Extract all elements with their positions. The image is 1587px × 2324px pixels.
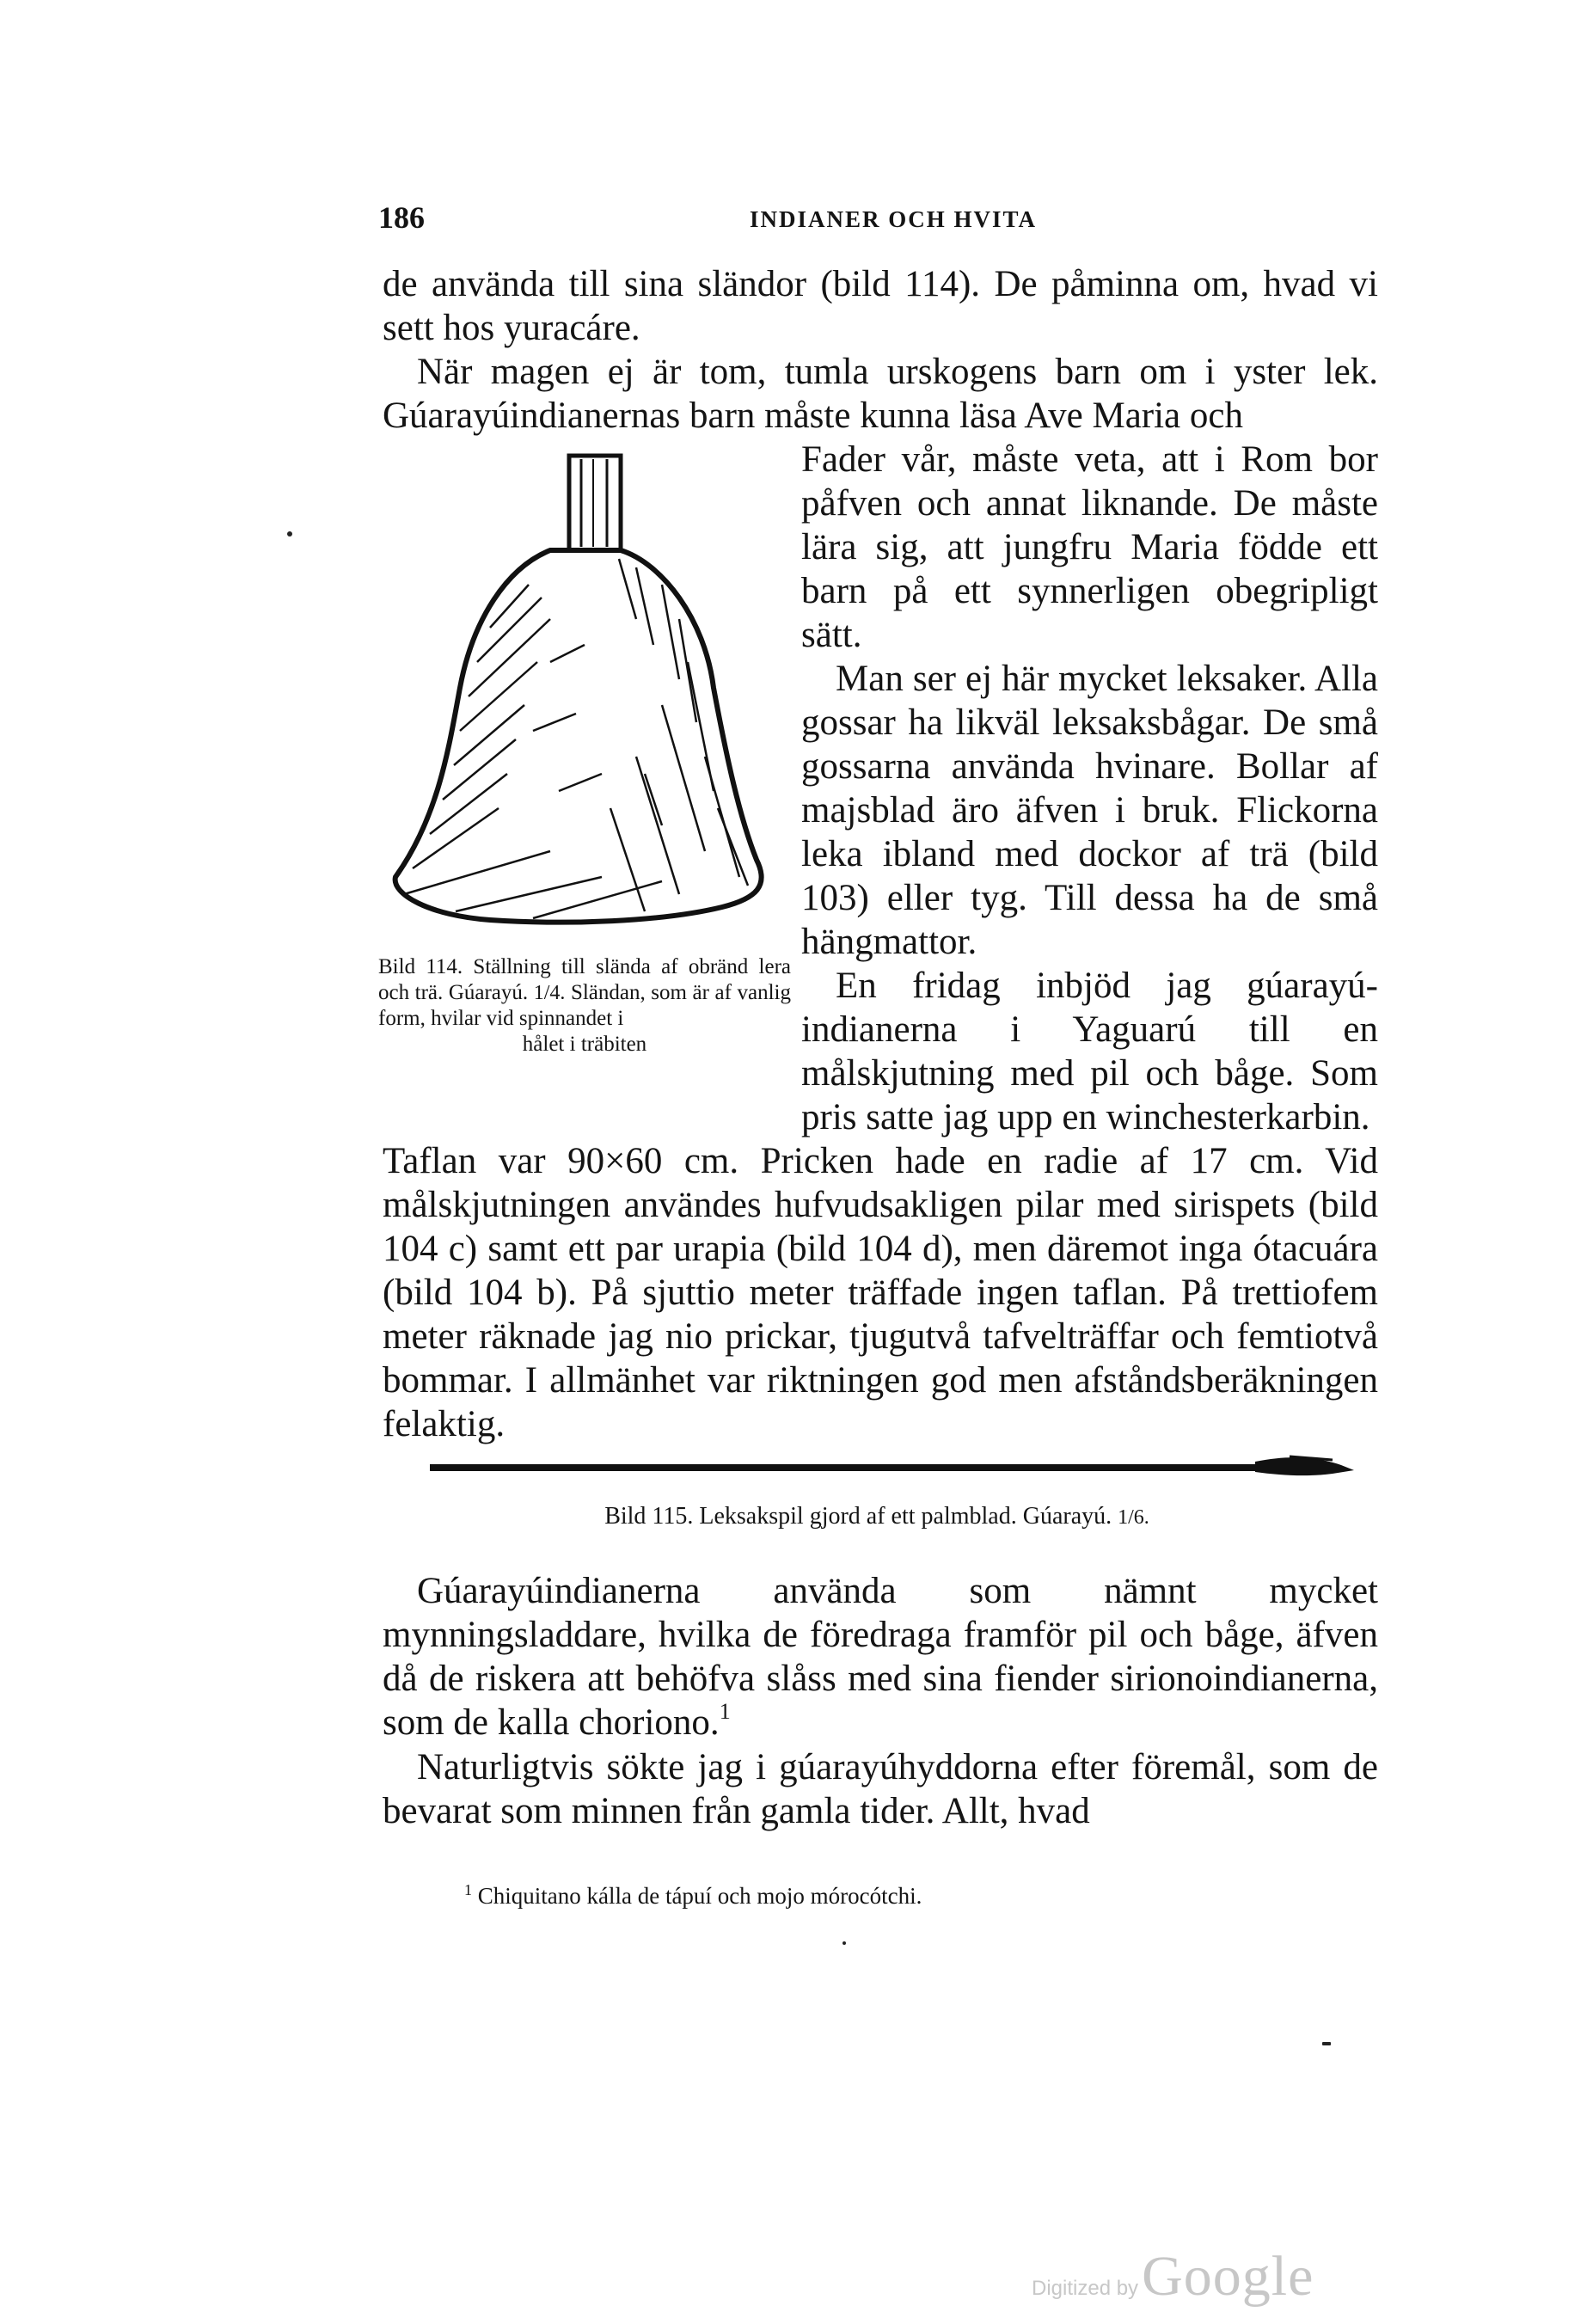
figure-114-caption-main: Bild 114. Ställning till slända af obränd lera och trä. Gúarayú. <box>378 955 791 1004</box>
running-title: INDIANER OCH HVITA <box>750 206 1038 232</box>
watermark-prefix: Digitized by <box>1032 2277 1139 2300</box>
figure-114-caption <box>378 954 791 1058</box>
paragraph-6: Naturligtvis sökte jag i gúarayúhyddorna efter föremål, som de bevarat som minnen från gamla tider. Allt, hvad <box>383 1747 1378 1831</box>
figure-114-scale: 1/4. <box>533 982 566 1004</box>
paragraph-4: En fridag inbjöd jag gúarayú-indianerna i Yaguarú till en målskjutning med pil och båge. Som pris satte jag upp en winchesterkarbin. <box>801 966 1378 1137</box>
paragraph-5 <box>383 1569 1378 1745</box>
figure-115-caption <box>378 1503 1376 1530</box>
paragraph-2: När magen ej är tom, tumla urskogens barn om i yster lek. Gúarayúindianernas barn måste kunna läsa Ave Maria och <box>383 352 1378 436</box>
spindle-stand-illustration <box>378 447 791 946</box>
figure-115-scale: 1/6. <box>1118 1506 1149 1529</box>
figure-114-caption-rest: Sländan, som är af vanlig form, hvilar vid spinnandet i <box>378 981 791 1030</box>
footnote-marker: 1 <box>464 1881 472 1898</box>
paragraph-4-continued: Taflan var 90×60 cm. Pricken hade en radie af 17 cm. Vid målskjutningen användes hufvudsakligen pilar med sirispets (bild 104 c) samt ett par urapia (bild 104 d), men däremot inga ótacuára (bild 104 b). På sjuttio meter träffade ingen taflan. På trettiofem meter räknade jag nio prickar, tjugutvå tafvelträffar och femtiotvå bommar. I allmänhet var riktningen god men afståndsberäkningen felaktig. <box>383 1141 1378 1444</box>
digitized-watermark <box>1032 2244 1314 2309</box>
scan-speck <box>287 531 292 537</box>
paragraph-5-text: Gúarayúindianerna använda som nämnt mycket mynningsladdare, hvilka de föredraga framför pil och båge, äfven då de riskera att behöfva slåss med sina fiender sirionoindianerna, som de kalla choriono. <box>383 1571 1378 1743</box>
scan-speck <box>1322 2042 1331 2045</box>
footnote <box>464 1881 922 1910</box>
page-number: 186 <box>378 200 425 235</box>
footnote-text: Chiquitano kálla de tápuí och mojo mórocótchi. <box>477 1883 922 1909</box>
paragraph-2-continued: Fader vår, måste veta, att i Rom bor påfven och annat liknande. De måste lära sig, att jungfru Maria födde ett barn på ett synnerligen obegripligt sätt. <box>801 439 1378 655</box>
paragraph-3: Man ser ej här mycket leksaker. Alla gossar ha likväl leksaksbågar. De små gossarna använda hvinare. Bollar af majsblad äro äfven i bruk. Flickorna leka ibland med dockor af trä (bild 103) eller tyg. Till dessa ha de små hängmattor. <box>801 659 1378 962</box>
toy-arrow-illustration <box>430 1451 1358 1482</box>
footnote-reference: 1 <box>719 1699 731 1724</box>
paragraph-1: de använda till sina sländor (bild 114). De påminna om, hvad vi sett hos yuracáre. <box>383 264 1378 348</box>
scan-speck <box>843 1941 846 1945</box>
figure-114-caption-last: hålet i träbiten <box>522 1033 647 1056</box>
google-logo: Google <box>1142 2245 1314 2308</box>
figure-115-caption-text: Bild 115. Leksakspil gjord af ett palmblad. Gúarayú. <box>604 1503 1112 1530</box>
